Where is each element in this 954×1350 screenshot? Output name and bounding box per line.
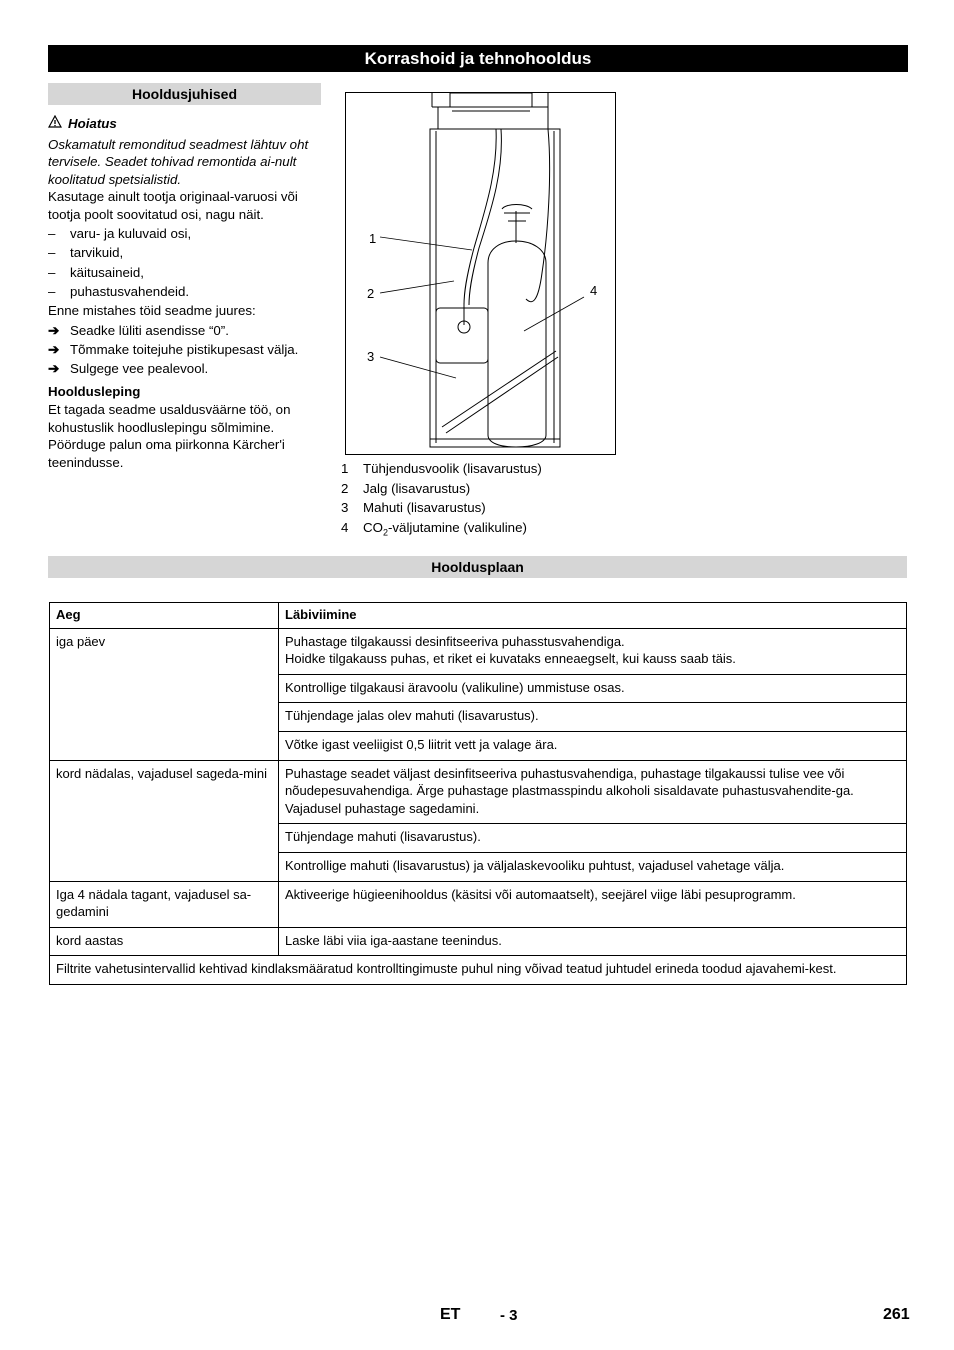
warning-heading xyxy=(48,115,324,133)
action-cell: Aktiveerige hügieenihooldus (käsitsi või automaatselt), seejärel viige läbi pesuprogramm. xyxy=(279,881,907,927)
figure-legend xyxy=(341,459,542,543)
section-title-hooldusplaan: Hooldusplaan xyxy=(48,556,907,578)
dash-list xyxy=(48,224,324,301)
time-cell: Iga 4 nädala tagant, vajadusel sa-gedamini xyxy=(50,881,279,927)
table-row xyxy=(50,760,907,824)
intro-text: Kasutage ainult tootja originaal-varuosi või tootja poolt soovitatud osi, nagu näit. xyxy=(48,189,298,222)
device-illustration xyxy=(345,92,616,455)
column-header-action: Läbiviimine xyxy=(279,603,907,629)
warning-text: Oskamatult remonditud seadmest lähtuv oht tervisele. Seadet tohivad remontida ai-nult koolitatud spetsialistid. xyxy=(48,136,309,187)
section-title-hooldusjuhised: Hooldusjuhised xyxy=(48,83,321,105)
table-footnote-row xyxy=(50,956,907,985)
time-cell: iga päev xyxy=(50,628,279,760)
legend-item: 3 Mahuti (lisavarustus) xyxy=(341,500,486,515)
list-item: – tarvikuid, xyxy=(48,245,124,261)
list-item: – puhastusvahendeid. xyxy=(48,283,190,299)
before-work-text: Enne mistahes töid seadme juures: xyxy=(48,303,256,319)
list-item: ➔ Sulgege vee pealevool. xyxy=(48,360,209,376)
arrow-right-icon: ➔ xyxy=(48,341,60,357)
device-drawing xyxy=(346,93,615,454)
arrow-right-icon: ➔ xyxy=(48,360,60,376)
list-item: ➔ Tõmmake toitejuhe pistikupesast välja. xyxy=(48,341,299,357)
callout-1: 1 xyxy=(369,231,377,246)
action-cell: Tühjendage mahuti (lisavarustus). xyxy=(279,824,907,853)
action-cell: Kontrollige tilgakausi äravoolu (valikuline) ummistuse osas. xyxy=(279,674,907,703)
contract-text: Et tagada seadme usaldusväärne töö, on kohustuslik hoodluslepingu sõlmimine. Pöörduge palun oma piirkonna Kärcher'i teenindusse. xyxy=(48,402,291,470)
legend-item: 4 $CO_2$-väljutamine (valikuline) xyxy=(341,519,527,538)
table-header-row xyxy=(50,603,907,629)
legend-item: 2 Jalg (lisavarustus) xyxy=(341,480,471,496)
table-row xyxy=(50,881,907,927)
footer-language: ET xyxy=(440,1306,461,1323)
action-cell: Tühjendage jalas olev mahuti (lisavarustus). xyxy=(279,703,907,732)
time-cell: kord nädalas, vajadusel sageda-mini xyxy=(50,760,279,881)
legend-item: 1 Tühjendusvoolik (lisavarustus) xyxy=(341,461,542,476)
arrow-list xyxy=(48,320,324,378)
table-row xyxy=(50,927,907,956)
action-cell: Kontrollige mahuti (lisavarustus) ja väljalaskevooliku puhtust, vajadusel vahetage välja. xyxy=(279,852,907,881)
list-item: – varu- ja kuluvaid osi, xyxy=(48,226,192,242)
callout-3: 3 xyxy=(367,349,375,364)
footer-section: - 3 xyxy=(500,1307,518,1324)
maintenance-plan-table xyxy=(49,602,907,985)
action-cell: Võtke igast veeliigist 0,5 liitrit vett ja valage ära. xyxy=(279,731,907,760)
page-title: Korrashoid ja tehnohooldus xyxy=(48,45,908,72)
page-number: 261 xyxy=(883,1306,910,1323)
callout-2: 2 xyxy=(367,286,375,301)
footnote-cell: Filtrite vahetusintervallid kehtivad kindlaksmääratud kontrolltingimuste puhul ning võivad teatud juhtudel erineda toodud ajavahemi-kest. xyxy=(50,956,907,985)
warning-triangle-icon xyxy=(48,115,62,133)
column-header-time: Aeg xyxy=(50,603,279,629)
action-cell: Puhastage seadet väljast desinfitseeriva puhastusvahendiga, puhastage tilgakaussi tulise vee või nõudepesuvahendiga. Ärge puhastage plastmasspindu alkoholi sisaldavate puhastusvahendite-ga. Vajadusel puhastage sagedamini. xyxy=(279,760,907,824)
warning-label: Hoiatus xyxy=(68,116,117,131)
time-cell: kord aastas xyxy=(50,927,279,956)
maintenance-instructions xyxy=(48,113,324,471)
arrow-right-icon: ➔ xyxy=(48,322,60,338)
callout-4: 4 xyxy=(590,283,598,298)
action-cell: Puhastage tilgakaussi desinfitseeriva puhasstusvahendiga. Hoidke tilgakauss puhas, et riket ei kuvataks enneaegselt, kui kauss saab täis. xyxy=(279,628,907,674)
list-item: – käitusaineid, xyxy=(48,264,144,280)
list-item: ➔ Seadke lüliti asendisse “0”. xyxy=(48,322,229,338)
table-row xyxy=(50,628,907,674)
action-cell: Laske läbi viia iga-aastane teenindus. xyxy=(279,927,907,956)
contract-title: Hooldusleping xyxy=(48,384,141,400)
